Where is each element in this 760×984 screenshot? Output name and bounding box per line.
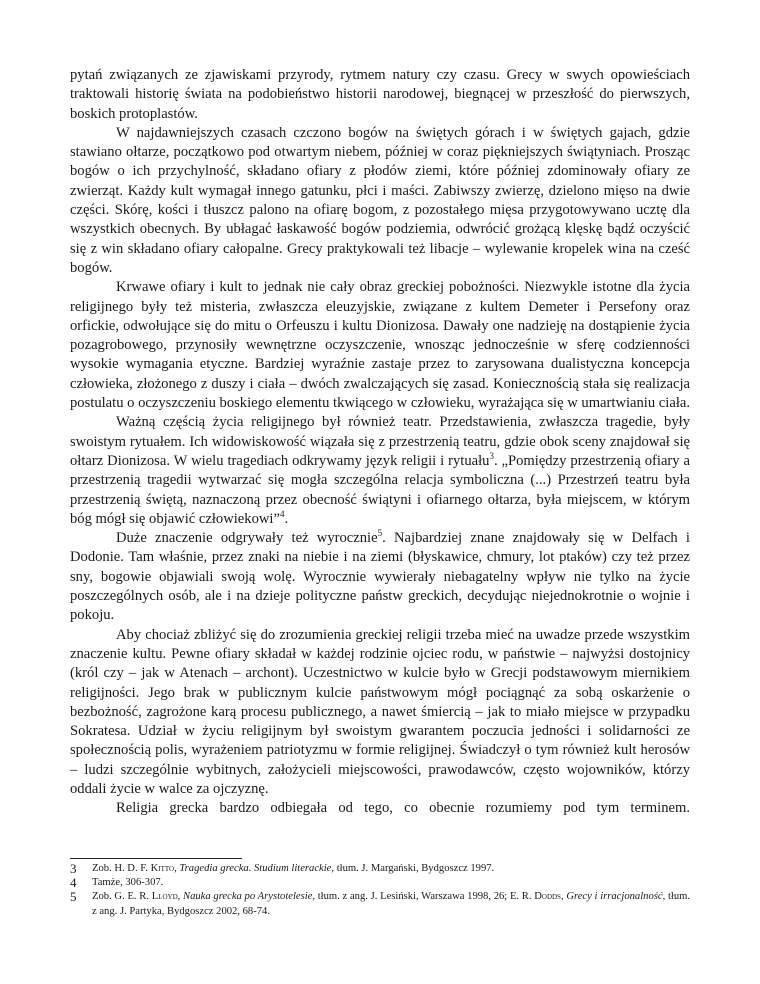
footnotes bbox=[70, 862, 690, 919]
paragraph-6: Aby chociaż zbliżyć się do zrozumienia greckiej religii trzeba mieć na uwadze przede wszystkim znaczenie kultu. Pewne ofiary składał w każdej rodzinie ojciec rodu, w państwie – najwyżsi dostojnicy (król czy – jak w Atenach – archont). Uczestnictwo w kulcie było w Grecji podstawowym miernikiem religijności. Jego brak w publicznym kulcie państwowym mógł pociągnąć za sobą oskarżenie o bezbożność, zagrożone karą procesu publicznego, a nawet śmiercią – jak to miało miejsce w przypadku Sokratesa. Udział w życiu religijnym był swoistym gwarantem poczucia jedności i solidarności ze społecznością polis, wyrażeniem patriotyzmu w formie religijnej. Świadczył o tym również kult herosów – ludzi szczególnie wybitnych, założycieli miejscowości, prawodawców, często wojowników, którzy oddali życie w walce za ojczyznę. bbox=[70, 626, 690, 797]
footnote-number: 5 bbox=[70, 889, 77, 905]
footnote-author: Dodds bbox=[534, 891, 561, 903]
footnote-ref-3[interactable]: 3 bbox=[489, 451, 494, 462]
footnote-author: Lloyd bbox=[151, 891, 178, 903]
footnote-5 bbox=[70, 890, 690, 918]
paragraph-3: Krwawe ofiary i kult to jednak nie cały obraz greckiej pobożności. Niezwykle istotne dla życia religijnego były też misteria, zwłaszcza eleuzyjskie, związane z kultem Demeter i Persefony oraz orfickie, odwołujące się do mitu o Orfeuszu i kultu Dionizosa. Dawały one nadzieję na dostąpienie życia pozagrobowego, przynosiły wewnętrzne oczyszczenie, wnosząc jednocześnie w sferę codzienności wysokie wymagania etyczne. Bardziej wyraźnie zastaje przez to zarysowana dualistyczna koncepcja człowieka, złożonego z duszy i ciała – dwóch zwalczających się zasad. Koniecznością stała się realizacja postulatu o oczyszczeniu boskiego elementu tkwiącego w człowieku, wyrażająca się w umartwianiu ciała. bbox=[70, 279, 690, 412]
footnote-title: Tragedia grecka. Studium literackie bbox=[179, 863, 332, 874]
footnote-text-mid: , tłum. z ang. J. Lesiński, Warszawa 1998, 26; E. R. bbox=[312, 891, 535, 903]
footnote-text-pre: Zob. H. D. F. bbox=[92, 863, 151, 874]
footnote-4 bbox=[70, 876, 690, 890]
footnote-text: Tamże, 306-307. bbox=[92, 877, 164, 889]
footnote-author: Kitto bbox=[150, 863, 175, 874]
footnote-text bbox=[92, 890, 690, 918]
footnote-number: 4 bbox=[70, 875, 77, 891]
footnote-text-pre: Zob. G. E. R. bbox=[92, 891, 152, 903]
footnote-separator: , bbox=[174, 863, 180, 874]
footnote-ref-5[interactable]: 5 bbox=[377, 528, 383, 539]
footnote-text-post: , tłum. z ang. J. Partyka, Bydgoszcz 2002, 68-74. bbox=[92, 891, 691, 917]
paragraph-4-text-b: . „Pomiędzy przestrzenią ofiary a przestrzenią tragedii wytwarzać się mogła szczególna relacja symboliczna (...) Przestrzeń teatru była przestrzenią świętą, naznaczoną przez obecność świątyni i ofiarnego ołtarza, była miejscem, w którym bóg mógł się objawić człowiekowi” bbox=[70, 452, 690, 527]
footnote-separator: , bbox=[177, 891, 184, 903]
footnote-divider bbox=[70, 858, 242, 859]
paragraph-7: Religia grecka bardzo odbiegała od tego, co obecnie rozumiemy pod tym terminem. bbox=[116, 800, 690, 817]
footnote-text-post: , tłum. J. Margański, Bydgoszcz 1997. bbox=[331, 863, 495, 874]
paragraph-4 bbox=[70, 413, 690, 529]
paragraph-5 bbox=[70, 529, 690, 625]
footnote-3 bbox=[70, 862, 690, 876]
paragraph-4-text-c: . bbox=[284, 510, 289, 527]
paragraph-2: W najdawniejszych czasach czczono bogów na świętych górach i w świętych gajach, gdzie stawiano ołtarze, początkowo pod otwartym niebem, później w coraz piękniejszych świątyniach. Prosząc bogów o ich przychylność, składano ofiary z płodów ziemi, które później zdominowały ofiary ze zwierząt. Każdy kult wymagał innego gatunku, płci i maści. Zabiwszy zwierzę, dzielono mięso na dwie części. Skórę, kości i tłuszcz palono na ofiarę bogom, z pozostałego mięsa przygotowywano ucztę dla wszystkich obecnych. By ubłagać łaskawość bogów podziemia, odwrócić grożącą klęskę bądź oczyścić się z win składano ofiary całopalne. Grecy praktykowali też libacje – wylewanie kropelek wina na cześć bogów. bbox=[70, 124, 690, 276]
paragraph-1: pytań związanych ze zjawiskami przyrody, rytmem natury czy czasu. Grecy w swych opowieściach traktowali historię świata na podobieństwo historii narodowej, biegnącej w przeszłość do pierwszych, boskich protoplastów. bbox=[70, 67, 690, 122]
paragraph-5-text-a: Duże znaczenie odgrywały też wyrocznie bbox=[116, 530, 378, 547]
footnote-title: Nauka grecka po Arystotelesie bbox=[183, 891, 313, 903]
footnote-title: Grecy i irracjonalność bbox=[566, 891, 663, 903]
paragraph-5-text-b: . Najbardziej znane znajdowały się w Delfach i Dodonie. Tam właśnie, przez znaki na niebie i na ziemi (błyskawice, chmury, lot ptaków) czy też przez sny, bogowie objawiali swoją wolę. Wyrocznie wywierały niebagatelny wpływ nie tylko na życie poszczególnych osób, ale i na dzieje polityczne państw greckich, decydując niejednokrotnie o wojnie i pokoju. bbox=[70, 530, 690, 624]
page-body bbox=[70, 66, 690, 819]
footnote-text bbox=[92, 862, 690, 876]
paragraph-4-text-a: Ważną częścią życia religijnego był również teatr. Przedstawienia, zwłaszcza tragedie, były swoistym rytuałem. Ich widowiskowość wiązała się z przestrzenią teatru, gdzie obok sceny znajdował się ołtarz Dionizosa. W wielu tragediach odkrywamy język religii i rytuału bbox=[70, 414, 690, 469]
footnote-number: 3 bbox=[70, 861, 77, 876]
footnote-separator: , bbox=[560, 891, 567, 903]
footnote-ref-4[interactable]: 4 bbox=[279, 508, 285, 519]
